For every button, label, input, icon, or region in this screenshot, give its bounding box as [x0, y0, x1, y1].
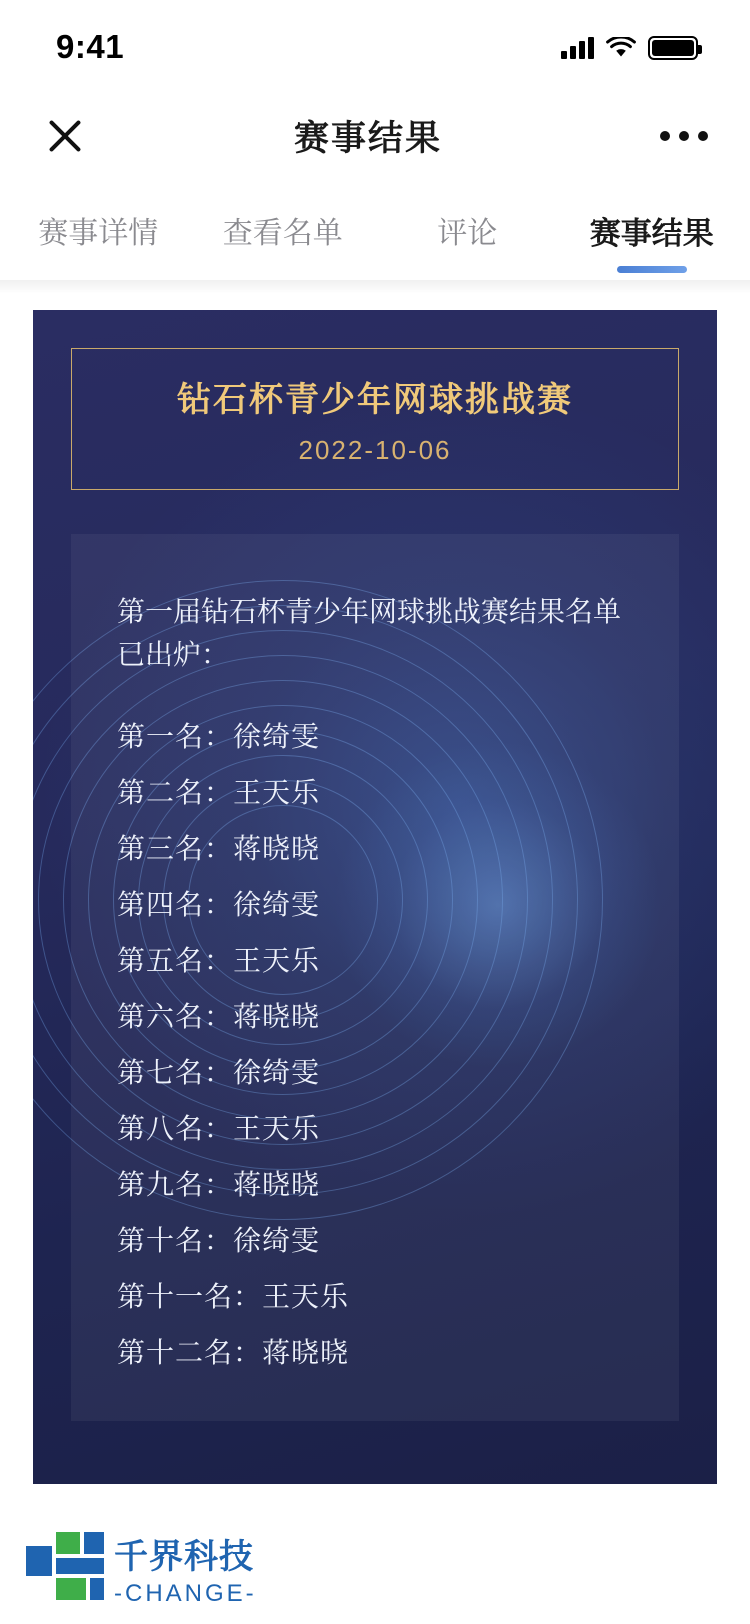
tab-view-roster[interactable]	[191, 208, 376, 256]
list-item: 第五名：王天乐	[117, 944, 321, 976]
brand-subtitle: -CHANGE-	[114, 1580, 257, 1607]
list-item: 第六名：蒋晓晓	[117, 1000, 321, 1032]
tab-label: 赛事结果	[589, 215, 714, 251]
list-item: 第三名：蒋晓晓	[117, 832, 321, 864]
list-item: 第七名：徐绮雯	[117, 1056, 321, 1088]
list-item: 第十一名：王天乐	[117, 1280, 350, 1312]
tab-bar	[0, 184, 750, 280]
list-item: 第十名：徐绮雯	[117, 1224, 321, 1256]
more-options-icon[interactable]	[648, 131, 708, 141]
results-content-card	[71, 534, 679, 1421]
poster-title-box	[71, 348, 679, 490]
close-icon[interactable]	[42, 113, 88, 159]
list-item: 第八名：王天乐	[117, 1112, 321, 1144]
results-poster-container	[0, 294, 750, 1484]
tab-event-details[interactable]	[6, 208, 191, 256]
results-rank-list	[117, 709, 633, 1381]
navigation-bar	[0, 88, 750, 184]
battery-full-icon	[648, 36, 698, 60]
tab-event-results[interactable]	[560, 208, 745, 257]
list-item: 第九名：蒋晓晓	[117, 1168, 321, 1200]
tab-label: 评论	[437, 217, 498, 250]
page-title: 赛事结果	[293, 119, 442, 158]
wifi-icon	[606, 37, 636, 59]
cellular-signal-icon	[561, 37, 594, 59]
brand-logo-icon	[22, 1528, 108, 1608]
poster-title: 钻石杯青少年网球挑战赛	[177, 381, 573, 419]
tab-bar-divider	[0, 280, 750, 294]
poster-date: 2022-10-06	[298, 435, 452, 465]
results-poster	[33, 310, 717, 1484]
active-tab-indicator	[617, 266, 687, 273]
results-intro-text: 第一届钻石杯青少年网球挑战赛结果名单已出炉：	[117, 596, 622, 671]
tab-comments[interactable]	[375, 208, 560, 256]
status-indicators	[561, 28, 698, 60]
list-item: 第二名：王天乐	[117, 776, 321, 808]
list-item: 第四名：徐绮雯	[117, 888, 321, 920]
tab-label: 赛事详情	[38, 217, 159, 250]
brand-name: 千界科技	[114, 1538, 254, 1576]
list-item: 第一名：徐绮雯	[117, 720, 321, 752]
tab-label: 查看名单	[222, 217, 343, 250]
status-time: 9:41	[56, 28, 125, 65]
footer-brand	[0, 1518, 750, 1624]
status-bar	[0, 0, 750, 88]
list-item: 第十二名：蒋晓晓	[117, 1336, 350, 1368]
